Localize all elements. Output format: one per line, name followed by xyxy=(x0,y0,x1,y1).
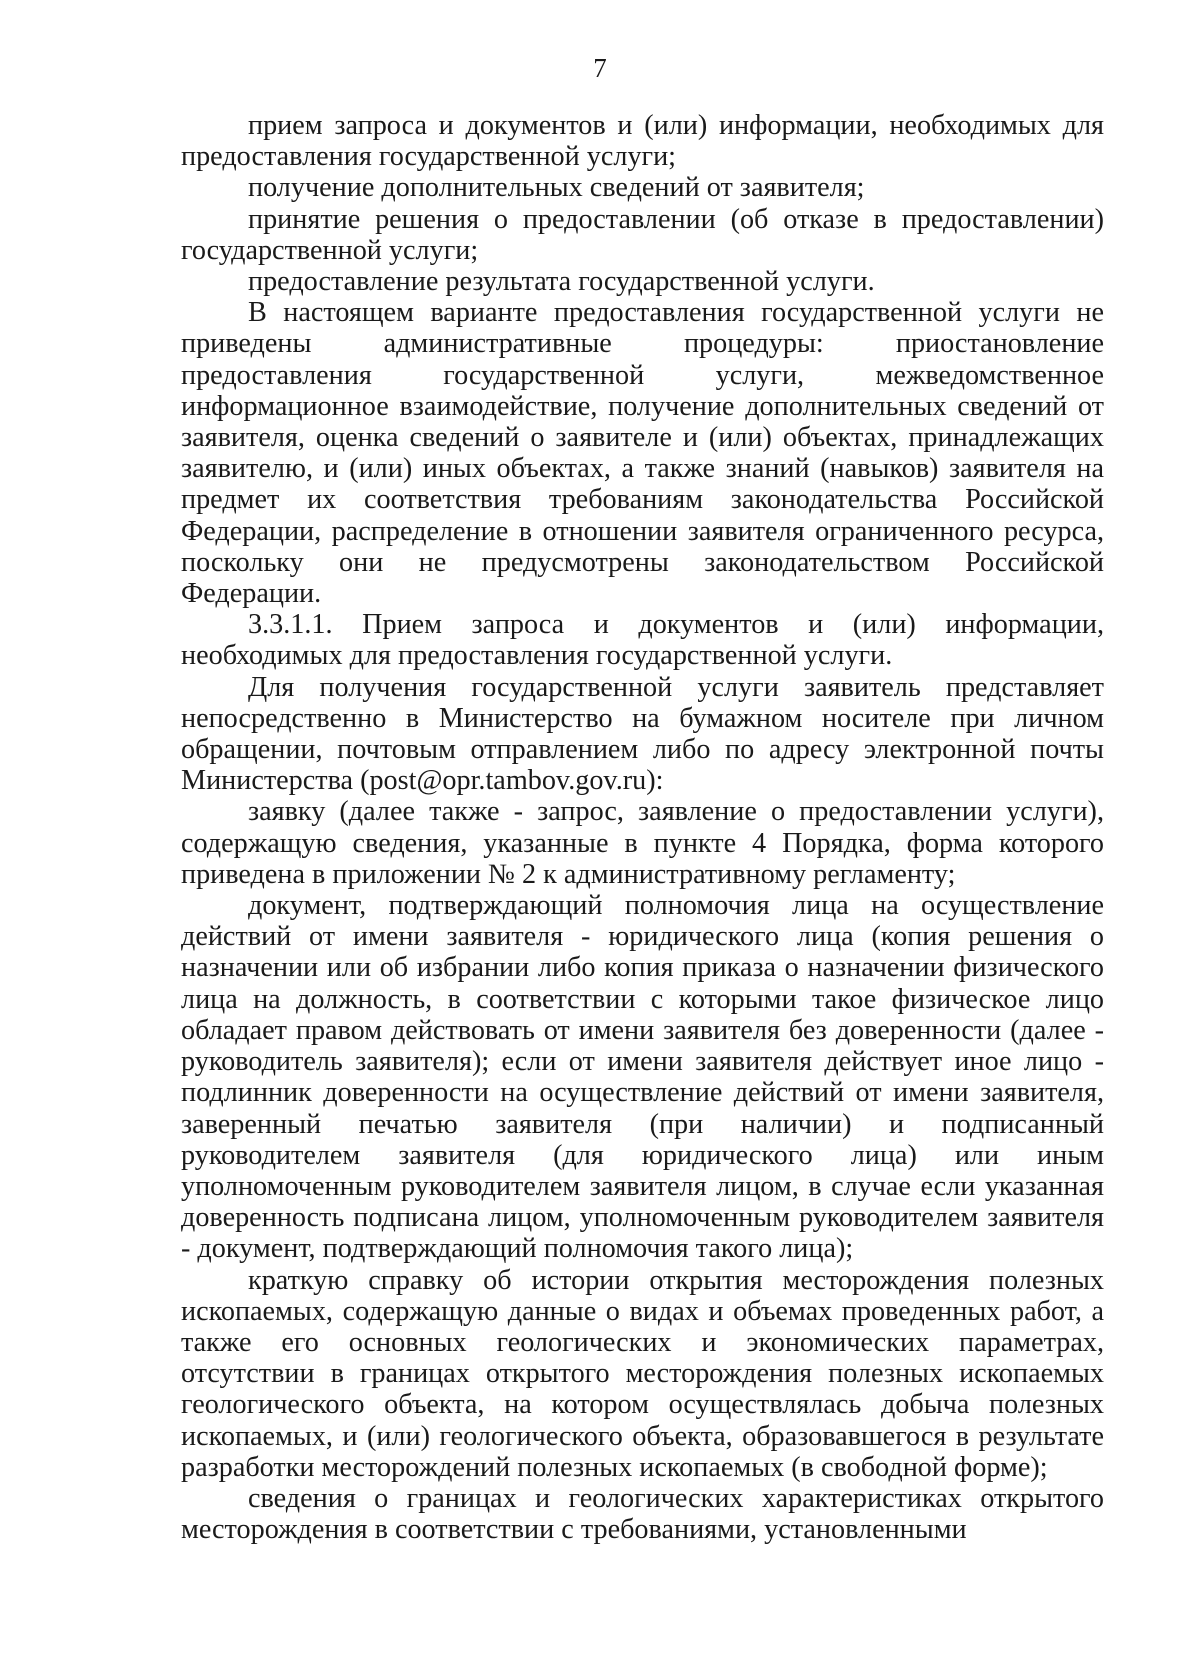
paragraph-excluded-procedures: В настоящем варианте предоставления государственной услуги не приведены административные процедуры: приостановление предоставления государственной услуги, межведомственное информационное взаимодействие, получение дополнительных сведений от заявителя, оценка сведений о заявителе и (или) объектах, принадлежащих заявителю, и (или) иных объектах, а также знаний (навыков) заявителя на предмет их соответствия требованиям законодательства Российской Федерации, распределение в отношении заявителя ограниченного ресурса, поскольку они не предусмотрены законодательством Российской Федерации. xyxy=(181,297,1104,610)
paragraph-procedure-decision: принятие решения о предоставлении (об отказе в предоставлении) государственной услуги; xyxy=(181,203,1104,266)
paragraph-section-3-3-1-1: 3.3.1.1. Прием запроса и документов и (или) информации, необходимых для предоставления государственной услуги. xyxy=(181,609,1104,672)
paragraph-procedure-result: предоставление результата государственной услуги. xyxy=(248,266,875,298)
paragraph-submission-methods: Для получения государственной услуги заявитель представляет непосредственно в Министерство на бумажном носителе при личном обращении, почтовым отправлением либо по адресу электронной почты Министерства (post@opr.tambov.gov.ru): xyxy=(181,671,1104,797)
document-body xyxy=(181,110,1104,1545)
paragraph-application-request: заявку (далее также - запрос, заявление о предоставлении услуги), содержащую сведения, указанные в пункте 4 Порядка, форма которого приведена в приложении № 2 к административному регламенту; xyxy=(181,796,1104,890)
paragraph-procedure-intake: прием запроса и документов и (или) информации, необходимых для предоставления государственной услуги; xyxy=(181,110,1104,173)
page-number: 7 xyxy=(593,53,607,83)
paragraph-deposit-history-note: краткую справку об истории открытия месторождения полезных ископаемых, содержащую данные о видах и объемах проведенных работ, а также его основных геологических и экономических параметрах, отсутствии в границах открытого месторождения полезных ископаемых геологического объекта, на котором осуществлялась добыча полезных ископаемых, и (или) геологического объекта, образовавшегося в результате разработки месторождений полезных ископаемых (в свободной форме); xyxy=(181,1264,1104,1483)
paragraph-authority-document: документ, подтверждающий полномочия лица на осуществление действий от имени заявителя - юридического лица (копия решения о назначении или об избрании либо копия приказа о назначении физического лица на должность, в соответствии с которыми такое физическое лицо обладает правом действовать от имени заявителя без доверенности (далее - руководитель заявителя); если от имени заявителя действует иное лицо - подлинник доверенности на осуществление действий от имени заявителя, заверенный печатью заявителя (при наличии) и подписанный руководителем заявителя (для юридического лица) или иным уполномоченным руководителем заявителя лицом, в случае если указанная доверенность подписана лицом, уполномоченным руководителем заявителя - документ, подтверждающий полномочия такого лица); xyxy=(181,890,1104,1265)
paragraph-procedure-additional-info: получение дополнительных сведений от заявителя; xyxy=(248,172,865,204)
paragraph-deposit-boundaries: сведения о границах и геологических характеристиках открытого месторождения в соответствии с требованиями, установленными xyxy=(181,1482,1104,1546)
